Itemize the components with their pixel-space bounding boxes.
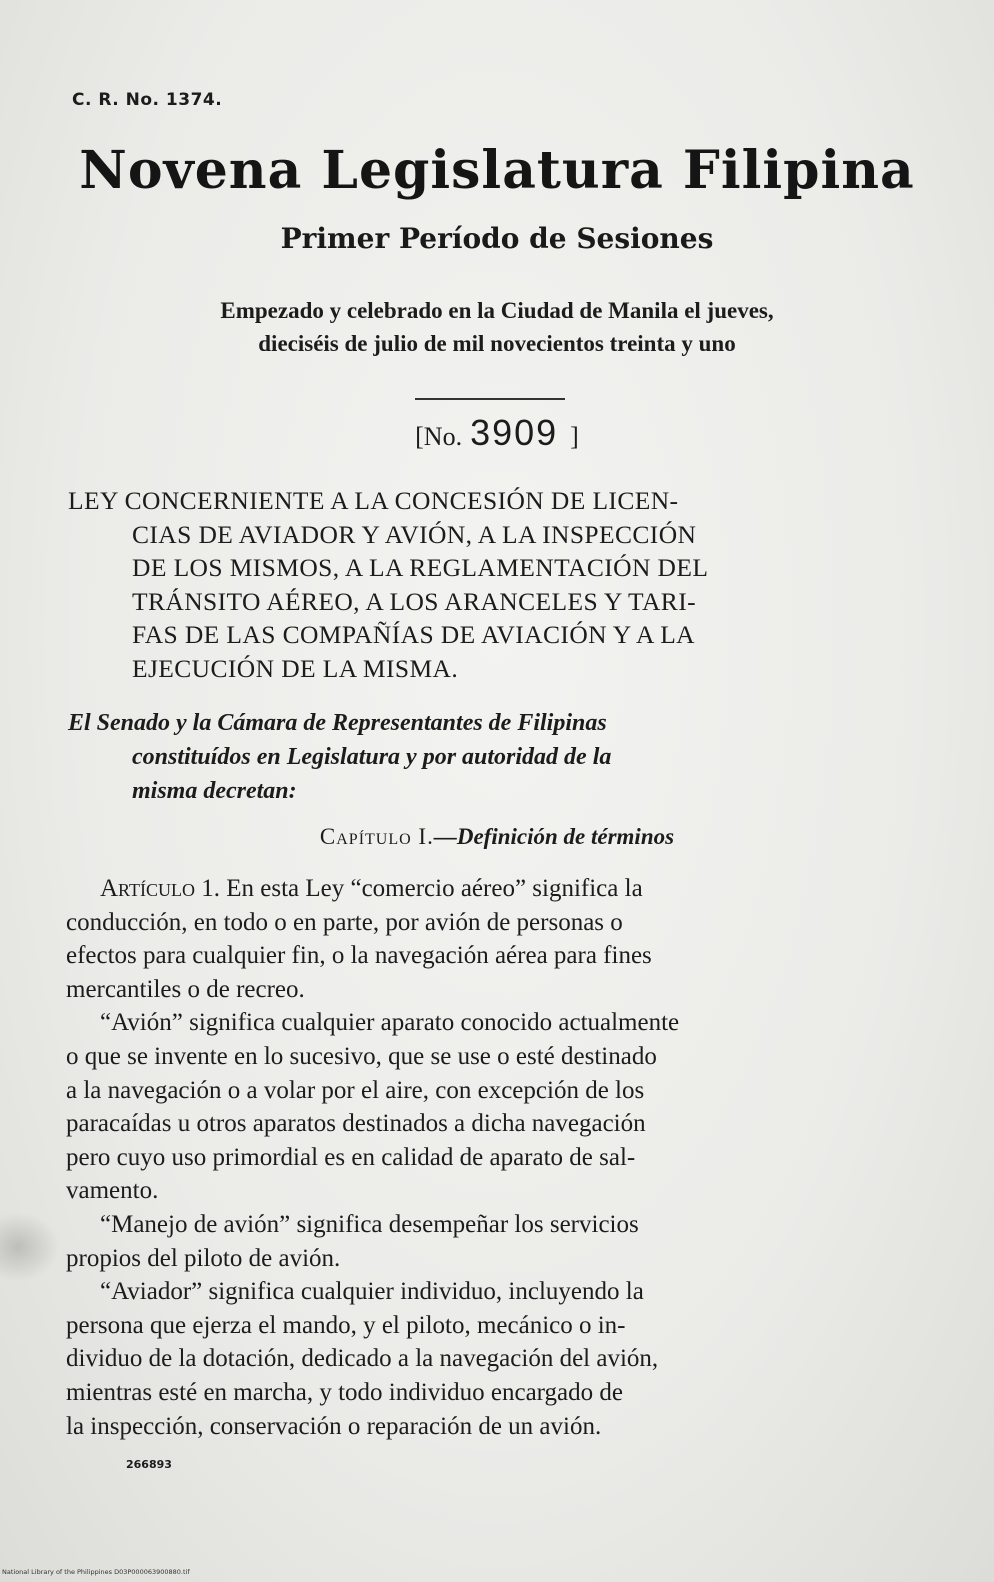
body-line: paracaídas u otros aparatos destinados a dicha navegación: [66, 1110, 646, 1138]
law-title-line: FAS DE LAS COMPAÑÍAS DE AVIACIÓN Y A LA: [132, 620, 695, 650]
divider-rule: [415, 398, 565, 400]
enacting-line: misma decretan:: [132, 778, 297, 804]
body-line: dividuo de la dotación, dedicado a la navegación del avión,: [66, 1345, 659, 1373]
law-title: [68, 484, 908, 686]
body-line: persona que ejerza el mando, y el piloto, mecánico o in-: [66, 1311, 626, 1339]
body-line: propios del piloto de avión.: [66, 1244, 341, 1272]
article-body: [66, 872, 888, 1443]
library-credit: National Library of the Philippines D03P000063900880.tif: [2, 1568, 190, 1576]
body-line: vamento.: [66, 1177, 159, 1205]
law-title-line: TRÁNSITO AÉREO, A LOS ARANCELES Y TARI-: [132, 586, 696, 616]
chapter-heading: [0, 824, 994, 850]
body-line: conducción, en todo o en parte, por avión de personas o: [66, 908, 623, 936]
article-label: Artículo 1.: [100, 875, 220, 902]
act-number-value: 3909: [470, 412, 559, 453]
body-line: o que se invente en lo sucesivo, que se use o esté destinado: [66, 1042, 657, 1070]
body-line: pero cuyo uso primordial es en calidad de aparato de sal-: [66, 1143, 636, 1171]
body-line: mercantiles o de recreo.: [66, 975, 305, 1003]
body-line: “Manejo de avión” significa desempeñar los servicios: [100, 1210, 639, 1238]
session-period-title: Primer Período de Sesiones: [280, 222, 714, 255]
law-title-line: CIAS DE AVIADOR Y AVIÓN, A LA INSPECCIÓN: [132, 519, 697, 549]
body-line: la inspección, conservación o reparación de un avión.: [66, 1412, 602, 1440]
law-title-line: DE LOS MISMOS, A LA REGLAMENTACIÓN DEL: [132, 553, 709, 583]
law-title-line: LEY CONCERNIENTE A LA CONCESIÓN DE LICEN-: [68, 486, 679, 515]
chapter-title: —Definición de términos: [433, 824, 675, 849]
act-number: [0, 412, 994, 454]
session-line-1: Empezado y celebrado en la Ciudad de Manila el jueves,: [220, 298, 774, 323]
enacting-line: constituídos en Legislatura y por autoridad de la: [132, 744, 612, 770]
session-line-2: dieciséis de julio de mil novecientos treinta y uno: [258, 331, 736, 356]
body-line: [66, 872, 888, 906]
chapter-label: Capítulo I.: [319, 824, 434, 849]
page-smudge: [0, 1212, 60, 1282]
body-line: mientras esté en marcha, y todo individuo encargado de: [66, 1378, 623, 1406]
print-code: 266893: [126, 1458, 172, 1471]
act-number-prefix: [No.: [415, 422, 463, 451]
body-line-text: En esta Ley “comercio aéreo” significa la: [219, 875, 643, 902]
legislature-title: Novena Legislatura Filipina: [79, 140, 915, 201]
law-title-line: EJECUCIÓN DE LA MISMA.: [132, 653, 459, 683]
body-line: a la navegación o a volar por el aire, con excepción de los: [66, 1076, 645, 1104]
body-line: efectos para cualquier fin, o la navegación aérea para fines: [66, 942, 652, 970]
act-number-suffix: ]: [570, 422, 579, 451]
enacting-clause: [68, 706, 908, 808]
cr-number: C. R. No. 1374.: [72, 90, 223, 110]
body-line: “Aviador” significa cualquier individuo, incluyendo la: [100, 1278, 644, 1306]
enacting-line: El Senado y la Cámara de Representantes de Filipinas: [68, 710, 607, 736]
body-line: “Avión” significa cualquier aparato conocido actualmente: [100, 1009, 680, 1037]
